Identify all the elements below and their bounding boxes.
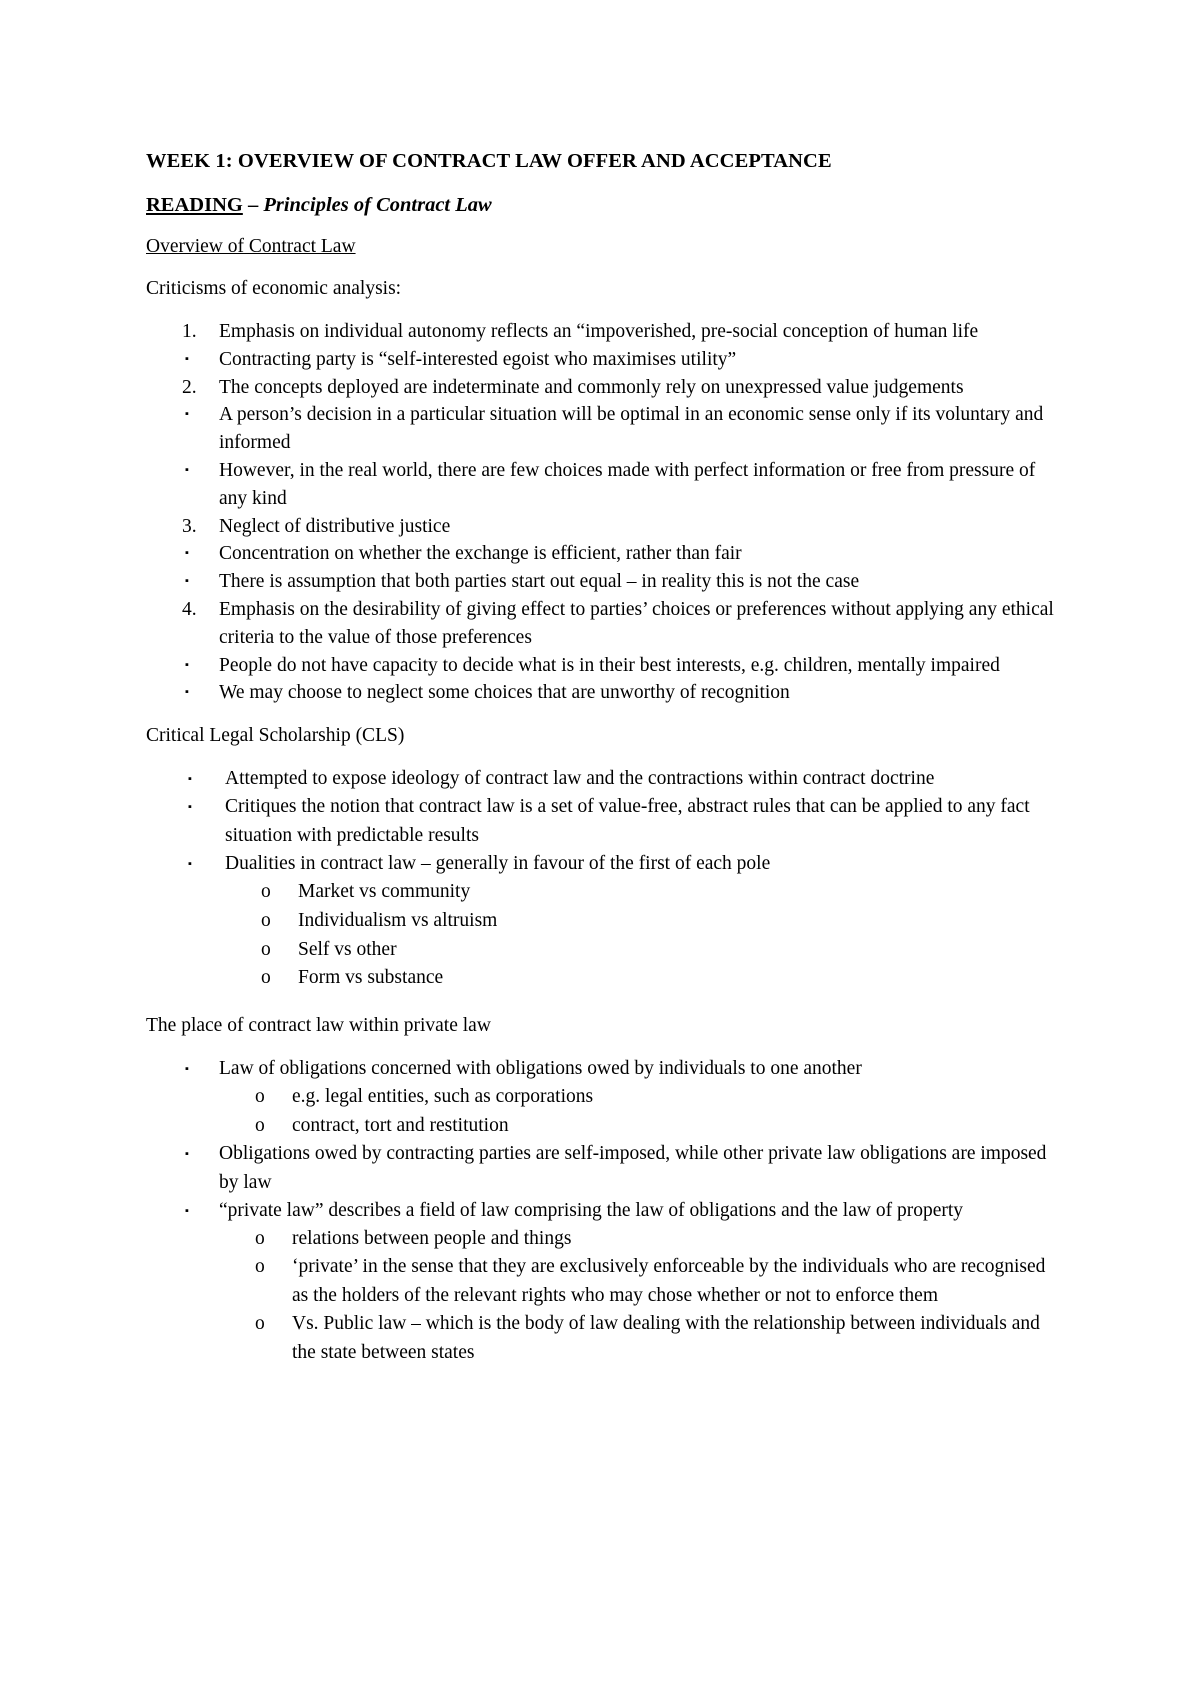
- sub-list-item: [146, 936, 1066, 965]
- list-item-text: Attempted to expose ideology of contract law and the contractions within contract doctrine: [225, 768, 935, 790]
- sub-list-item-text: Contracting party is “self-interested egoist who maximises utility”: [219, 348, 737, 370]
- cls-list: [146, 765, 1066, 993]
- sub-list: [185, 401, 1066, 512]
- sub-list-item: [146, 907, 1066, 936]
- list-item-text: Law of obligations concerned with obligations owed by individuals to one another: [219, 1058, 862, 1080]
- reading-label: READING: [146, 194, 243, 216]
- square-bullet-icon: ▪: [185, 463, 189, 476]
- list-item: [146, 318, 1066, 374]
- sub-list: [185, 540, 1066, 596]
- sub-list-item: [146, 568, 1066, 596]
- sub-list-item-text: There is assumption that both parties start out equal – in reality this is not the case: [219, 571, 860, 593]
- sub-list-item-text: ‘private’ in the sense that they are exclusively enforceable by the individuals who are recognised as the holders of the relevant rights who may chose whether or not to enforce them: [292, 1256, 1046, 1306]
- square-bullet-icon: ▪: [185, 1148, 189, 1161]
- circle-bullet-icon: o: [255, 1256, 265, 1278]
- sub-list-item-text: Individualism vs altruism: [298, 909, 498, 931]
- square-bullet-icon: ▪: [185, 575, 189, 588]
- sub-list-item-text: We may choose to neglect some choices that are unworthy of recognition: [219, 682, 790, 704]
- circle-bullet-icon: o: [261, 880, 271, 902]
- list-item: [146, 1055, 1066, 1140]
- circle-bullet-icon: o: [255, 1114, 265, 1136]
- sub-list-item: [146, 1310, 1066, 1367]
- sub-list-item-text: contract, tort and restitution: [292, 1114, 509, 1136]
- sub-list-item-text: relations between people and things: [292, 1227, 572, 1249]
- list-number: 3.: [182, 515, 197, 537]
- sub-list-item-text: Market vs community: [298, 880, 471, 902]
- circle-bullet-icon: o: [255, 1313, 265, 1335]
- reading-book-title: Principles of Contract Law: [263, 194, 492, 216]
- circle-bullet-icon: o: [255, 1086, 265, 1108]
- list-item: [146, 850, 1066, 993]
- sub-list-item: [146, 401, 1066, 457]
- sub-list-item: [146, 964, 1066, 993]
- sub-list-item: [146, 1112, 1066, 1141]
- list-item-text: “private law” describes a field of law comprising the law of obligations and the law of property: [219, 1199, 964, 1221]
- section-heading-private-law: The place of contract law within private law: [146, 1015, 491, 1037]
- sub-list-item: [146, 457, 1066, 513]
- sub-list-item-text: People do not have capacity to decide what is in their best interests, e.g. children, mentally impaired: [219, 654, 1000, 676]
- sub-list-item-text: Vs. Public law – which is the body of law dealing with the relationship between individuals and the state between states: [292, 1313, 1040, 1363]
- criticisms-list: [146, 318, 1066, 707]
- list-item-text: The concepts deployed are indeterminate and commonly rely on unexpressed value judgements: [219, 376, 964, 398]
- sub-list-item: [146, 540, 1066, 568]
- sub-list-item-text: However, in the real world, there are few choices made with perfect information or free from pressure of any kind: [219, 459, 1036, 509]
- sub-list-item-text: Concentration on whether the exchange is efficient, rather than fair: [219, 543, 742, 565]
- square-bullet-icon: ▪: [185, 1063, 189, 1076]
- square-bullet-icon: ▪: [185, 408, 189, 421]
- list-item: [146, 765, 1066, 793]
- sub-list-item: [146, 1225, 1066, 1254]
- sub-list: [219, 1083, 1066, 1140]
- square-bullet-icon: ▪: [188, 773, 192, 786]
- sub-list-item-text: e.g. legal entities, such as corporations: [292, 1086, 594, 1108]
- document-content: [146, 148, 1066, 1367]
- list-item: [146, 793, 1066, 849]
- list-item: [146, 1197, 1066, 1368]
- list-item-text: Critiques the notion that contract law is a set of value-free, abstract rules that can be applied to any fact situation with predictable results: [225, 796, 1030, 846]
- square-bullet-icon: ▪: [185, 686, 189, 699]
- square-bullet-icon: ▪: [185, 352, 189, 365]
- square-bullet-icon: ▪: [185, 547, 189, 560]
- square-bullet-icon: ▪: [188, 801, 192, 814]
- section-heading-cls: Critical Legal Scholarship (CLS): [146, 725, 405, 747]
- list-item: [146, 374, 1066, 513]
- page-title: WEEK 1: OVERVIEW OF CONTRACT LAW OFFER AND ACCEPTANCE: [146, 150, 832, 172]
- square-bullet-icon: ▪: [185, 1204, 189, 1217]
- sub-list-item: [146, 878, 1066, 907]
- reading-dash: –: [242, 194, 264, 216]
- sub-list-item: [146, 652, 1066, 680]
- list-item-text: Emphasis on the desirability of giving effect to parties’ choices or preferences without applying any ethical criteria to the value of those preferences: [219, 598, 1054, 648]
- circle-bullet-icon: o: [261, 909, 271, 931]
- list-item: [146, 513, 1066, 596]
- list-item-text: Emphasis on individual autonomy reflects an “impoverished, pre-social conception of human life: [219, 321, 979, 342]
- sub-list: [225, 878, 1066, 993]
- list-number: 2.: [182, 376, 197, 398]
- sub-list-item: [146, 679, 1066, 707]
- sub-list-item: [146, 1253, 1066, 1310]
- list-item: [146, 596, 1066, 707]
- sub-list-item-text: A person’s decision in a particular situation will be optimal in an economic sense only if its voluntary and informed: [219, 404, 1044, 454]
- square-bullet-icon: ▪: [185, 658, 189, 671]
- circle-bullet-icon: o: [261, 967, 271, 989]
- reading-line: [146, 192, 1066, 218]
- circle-bullet-icon: o: [255, 1227, 265, 1249]
- sub-list-item: [146, 1083, 1066, 1112]
- list-item: [146, 1140, 1066, 1196]
- private-law-list: [146, 1055, 1066, 1367]
- list-item-text: Obligations owed by contracting parties are self-imposed, while other private law obligations are imposed by law: [219, 1143, 1047, 1193]
- sub-list: [185, 346, 1066, 374]
- list-item-text: Neglect of distributive justice: [219, 515, 451, 537]
- list-item-text: Dualities in contract law – generally in favour of the first of each pole: [225, 852, 771, 874]
- sub-list-item-text: Self vs other: [298, 938, 397, 960]
- list-number: 4.: [182, 598, 197, 620]
- circle-bullet-icon: o: [261, 938, 271, 960]
- sub-list-item-text: Form vs substance: [298, 967, 444, 989]
- sub-list: [185, 652, 1066, 708]
- sub-list-item: [185, 346, 1066, 374]
- list-number: 1.: [182, 321, 197, 342]
- sub-list: [219, 1225, 1066, 1368]
- section-intro: Criticisms of economic analysis:: [146, 278, 402, 299]
- section-heading-overview: Overview of Contract Law: [146, 236, 356, 257]
- square-bullet-icon: ▪: [188, 857, 192, 870]
